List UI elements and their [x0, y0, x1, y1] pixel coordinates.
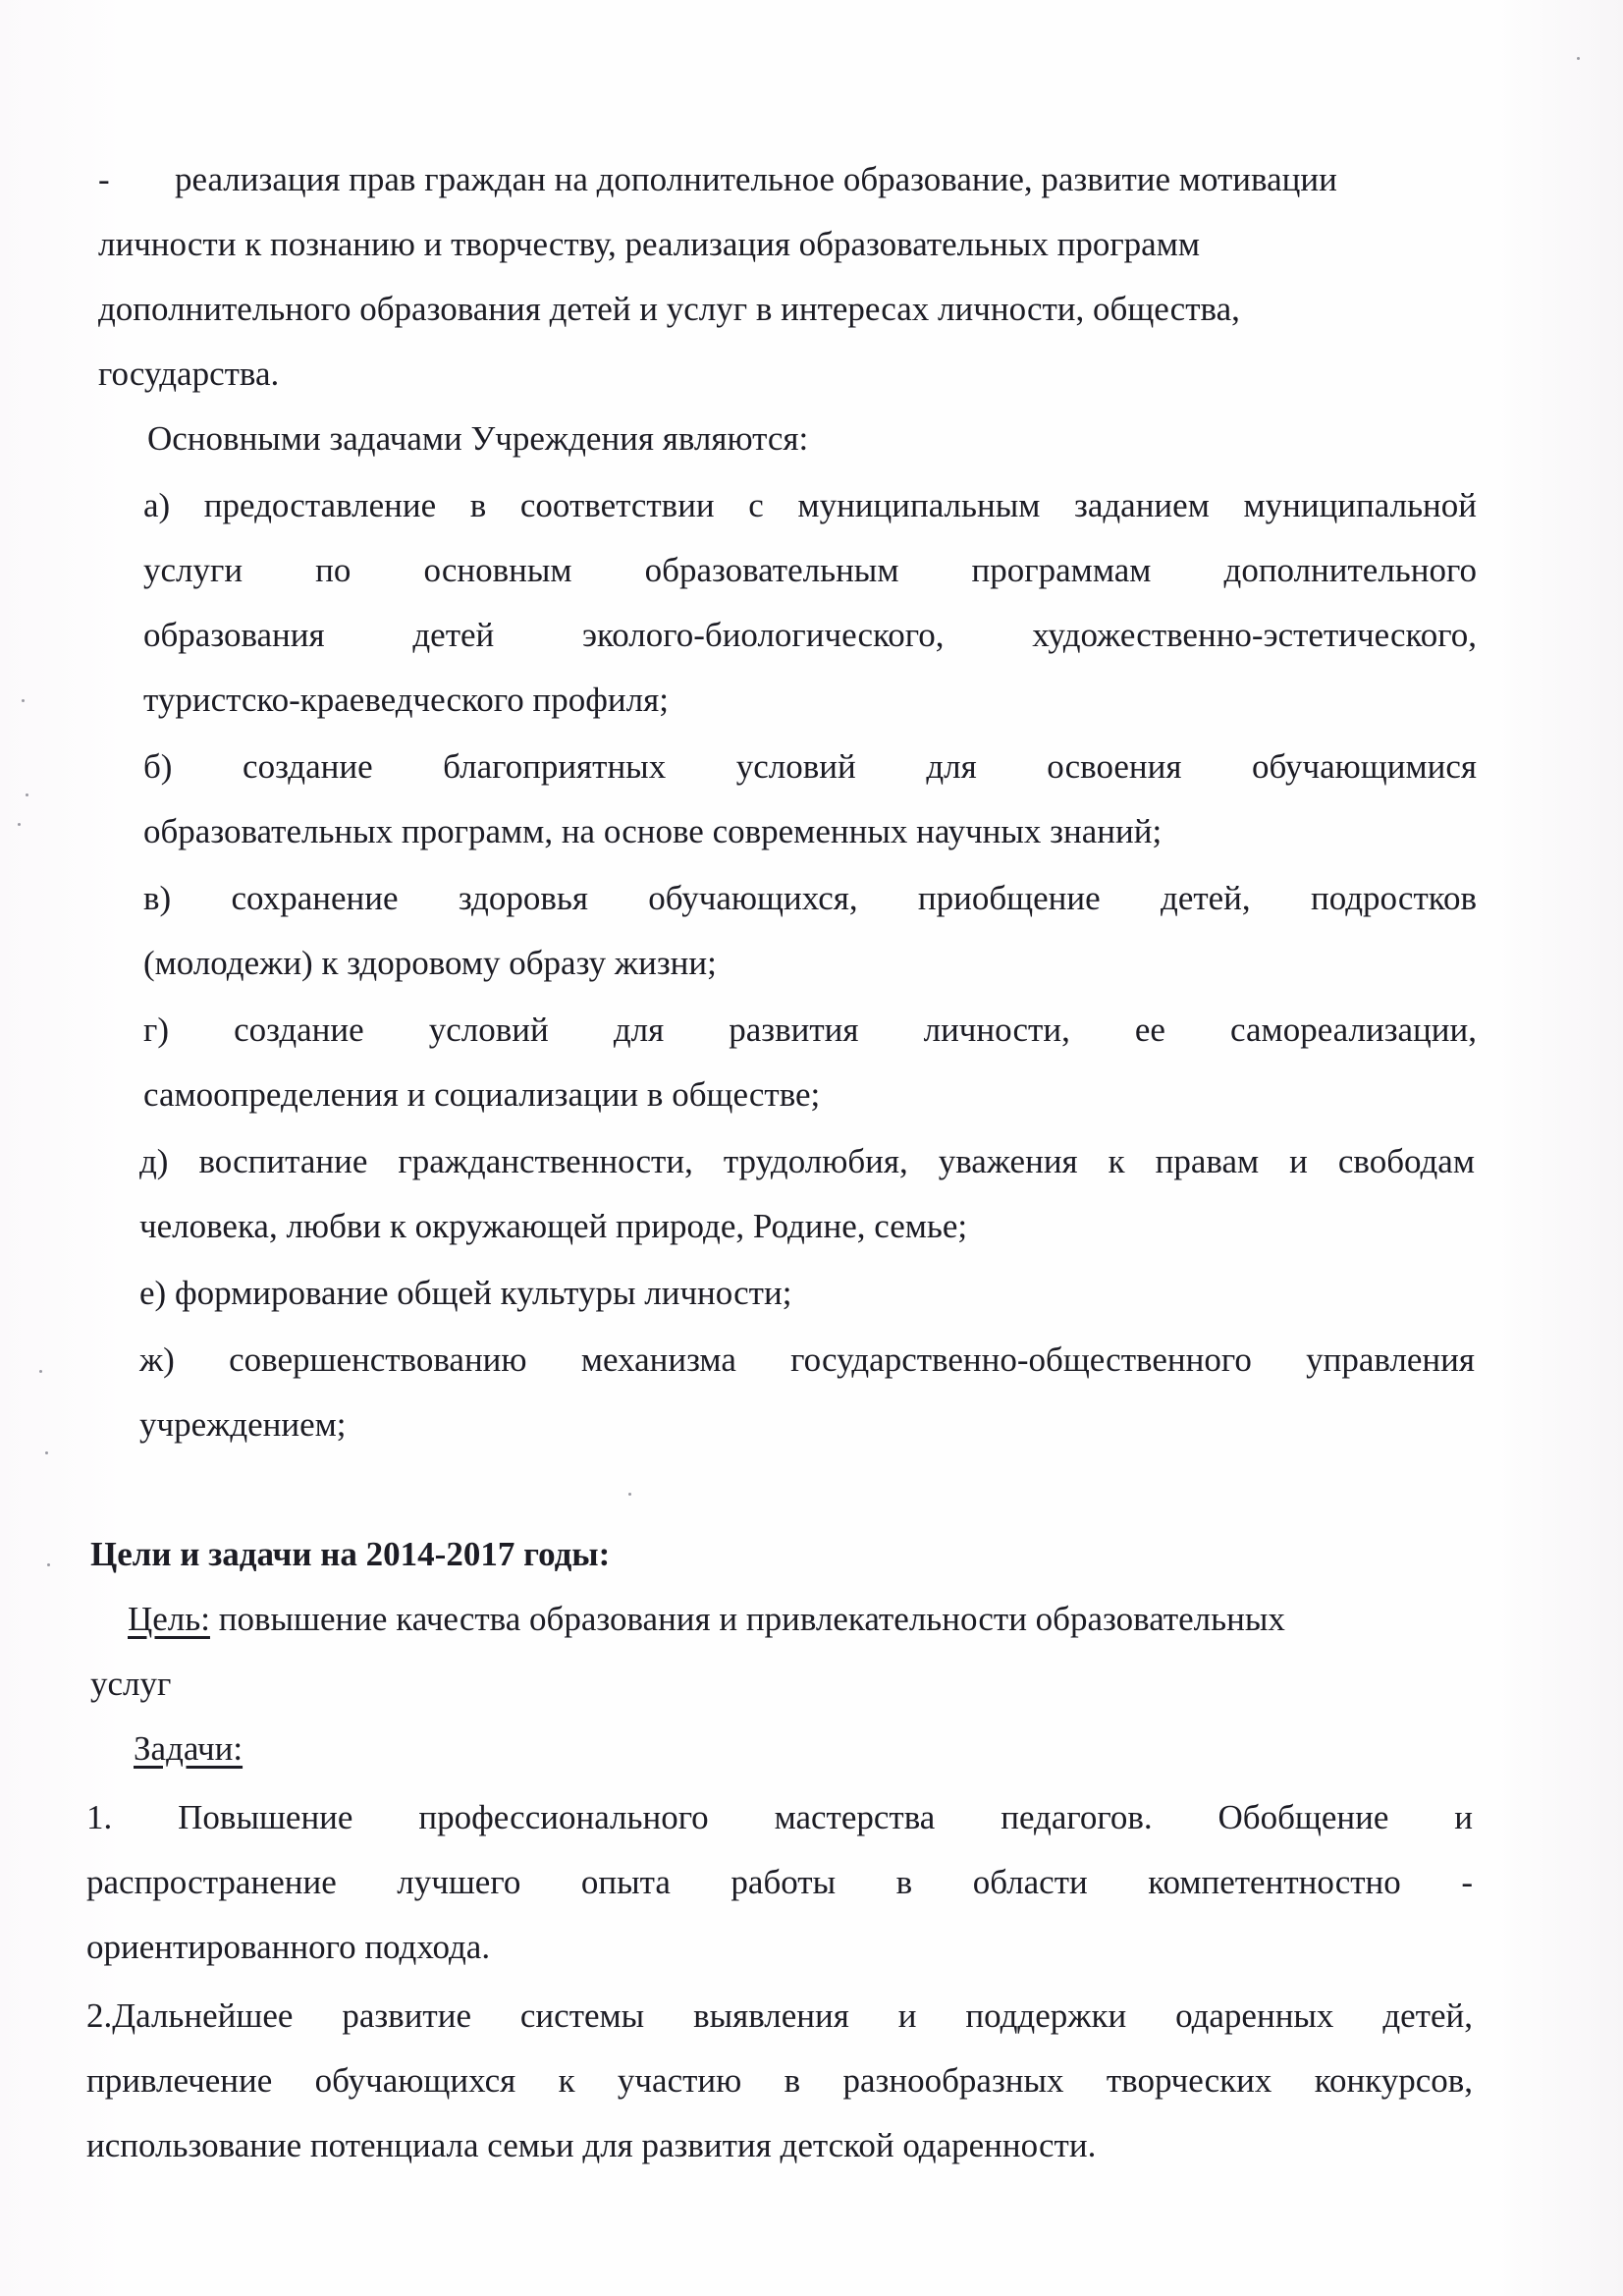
scan-speck — [18, 823, 21, 826]
goal-text: повышение качества образования и привлекательности образовательных — [209, 1600, 1285, 1638]
task-g-line-2: самоопределения и социализации в обществе; — [143, 1075, 821, 1114]
task-a-line-2: услуги по основным образовательным программам дополнительного — [143, 551, 1477, 589]
intro-line-1: реализация прав граждан на дополнительное образование, развитие мотивации — [175, 160, 1337, 198]
goal-task-1-line-1: 1. Повышение профессионального мастерства педагогов. Обобщение и — [86, 1798, 1473, 1836]
goal-label: Цель: — [128, 1600, 210, 1638]
tasks-heading: Основными задачами Учреждения являются: — [147, 419, 809, 458]
scan-speck — [39, 1370, 42, 1373]
intro-line-3: дополнительного образования детей и услуг в интересах личности, общества, — [98, 290, 1240, 328]
task-a-line-1: а) предоставление в соответствии с муниципальным заданием муниципальной — [143, 486, 1477, 524]
goal-task-2-line-2: привлечение обучающихся к участию в разнообразных творческих конкурсов, — [86, 2061, 1473, 2100]
task-d-line-1: д) воспитание гражданственности, трудолюбия, уважения к правам и свободам — [139, 1142, 1475, 1180]
scan-speck — [45, 1451, 48, 1454]
goal-task-2-line-1: 2.Дальнейшее развитие системы выявления и поддержки одаренных детей, — [86, 1996, 1473, 2035]
goal-task-1-line-3: ориентированного подхода. — [86, 1928, 491, 1966]
goal-task-1-line-2: распространение лучшего опыта работы в области компетентностно - — [86, 1863, 1473, 1901]
goals-heading: Цели и задачи на 2014-2017 годы: — [90, 1535, 611, 1573]
task-a-line-4: туристско-краеведческого профиля; — [143, 681, 669, 719]
task-zh-line-1: ж) совершенствованию механизма государственно-общественного управления — [139, 1340, 1475, 1379]
goal-line-1 — [128, 1587, 1285, 1652]
task-v-line-2: (молодежи) к здоровому образу жизни; — [143, 944, 717, 982]
task-a-line-3: образования детей эколого-биологического, художественно-эстетического, — [143, 616, 1477, 654]
goal-task-2-line-3: использование потенциала семьи для развития детской одаренности. — [86, 2126, 1097, 2164]
task-v-line-1: в) сохранение здоровья обучающихся, приобщение детей, подростков — [143, 879, 1477, 917]
task-g-line-1: г) создание условий для развития личности, ее самореализации, — [143, 1011, 1477, 1049]
goal-tasks-label: Задачи: — [134, 1729, 243, 1768]
intro-line-2: личности к познанию и творчеству, реализация образовательных программ — [98, 225, 1200, 263]
task-zh-line-2: учреждением; — [139, 1405, 347, 1444]
scan-speck — [628, 1493, 631, 1496]
scan-speck — [47, 1563, 50, 1566]
task-e-line-1: е) формирование общей культуры личности; — [139, 1274, 792, 1312]
goal-line-2: услуг — [90, 1665, 172, 1703]
task-b-line-2: образовательных программ, на основе современных научных знаний; — [143, 812, 1163, 850]
task-d-line-2: человека, любви к окружающей природе, Родине, семье; — [139, 1207, 968, 1245]
scan-speck — [22, 699, 25, 702]
intro-line-4: государства. — [98, 355, 280, 393]
scan-speck — [26, 793, 28, 796]
scan-speck — [1577, 57, 1580, 60]
task-b-line-1: б) создание благоприятных условий для освоения обучающимися — [143, 747, 1477, 786]
bullet-dash: - — [98, 160, 110, 198]
